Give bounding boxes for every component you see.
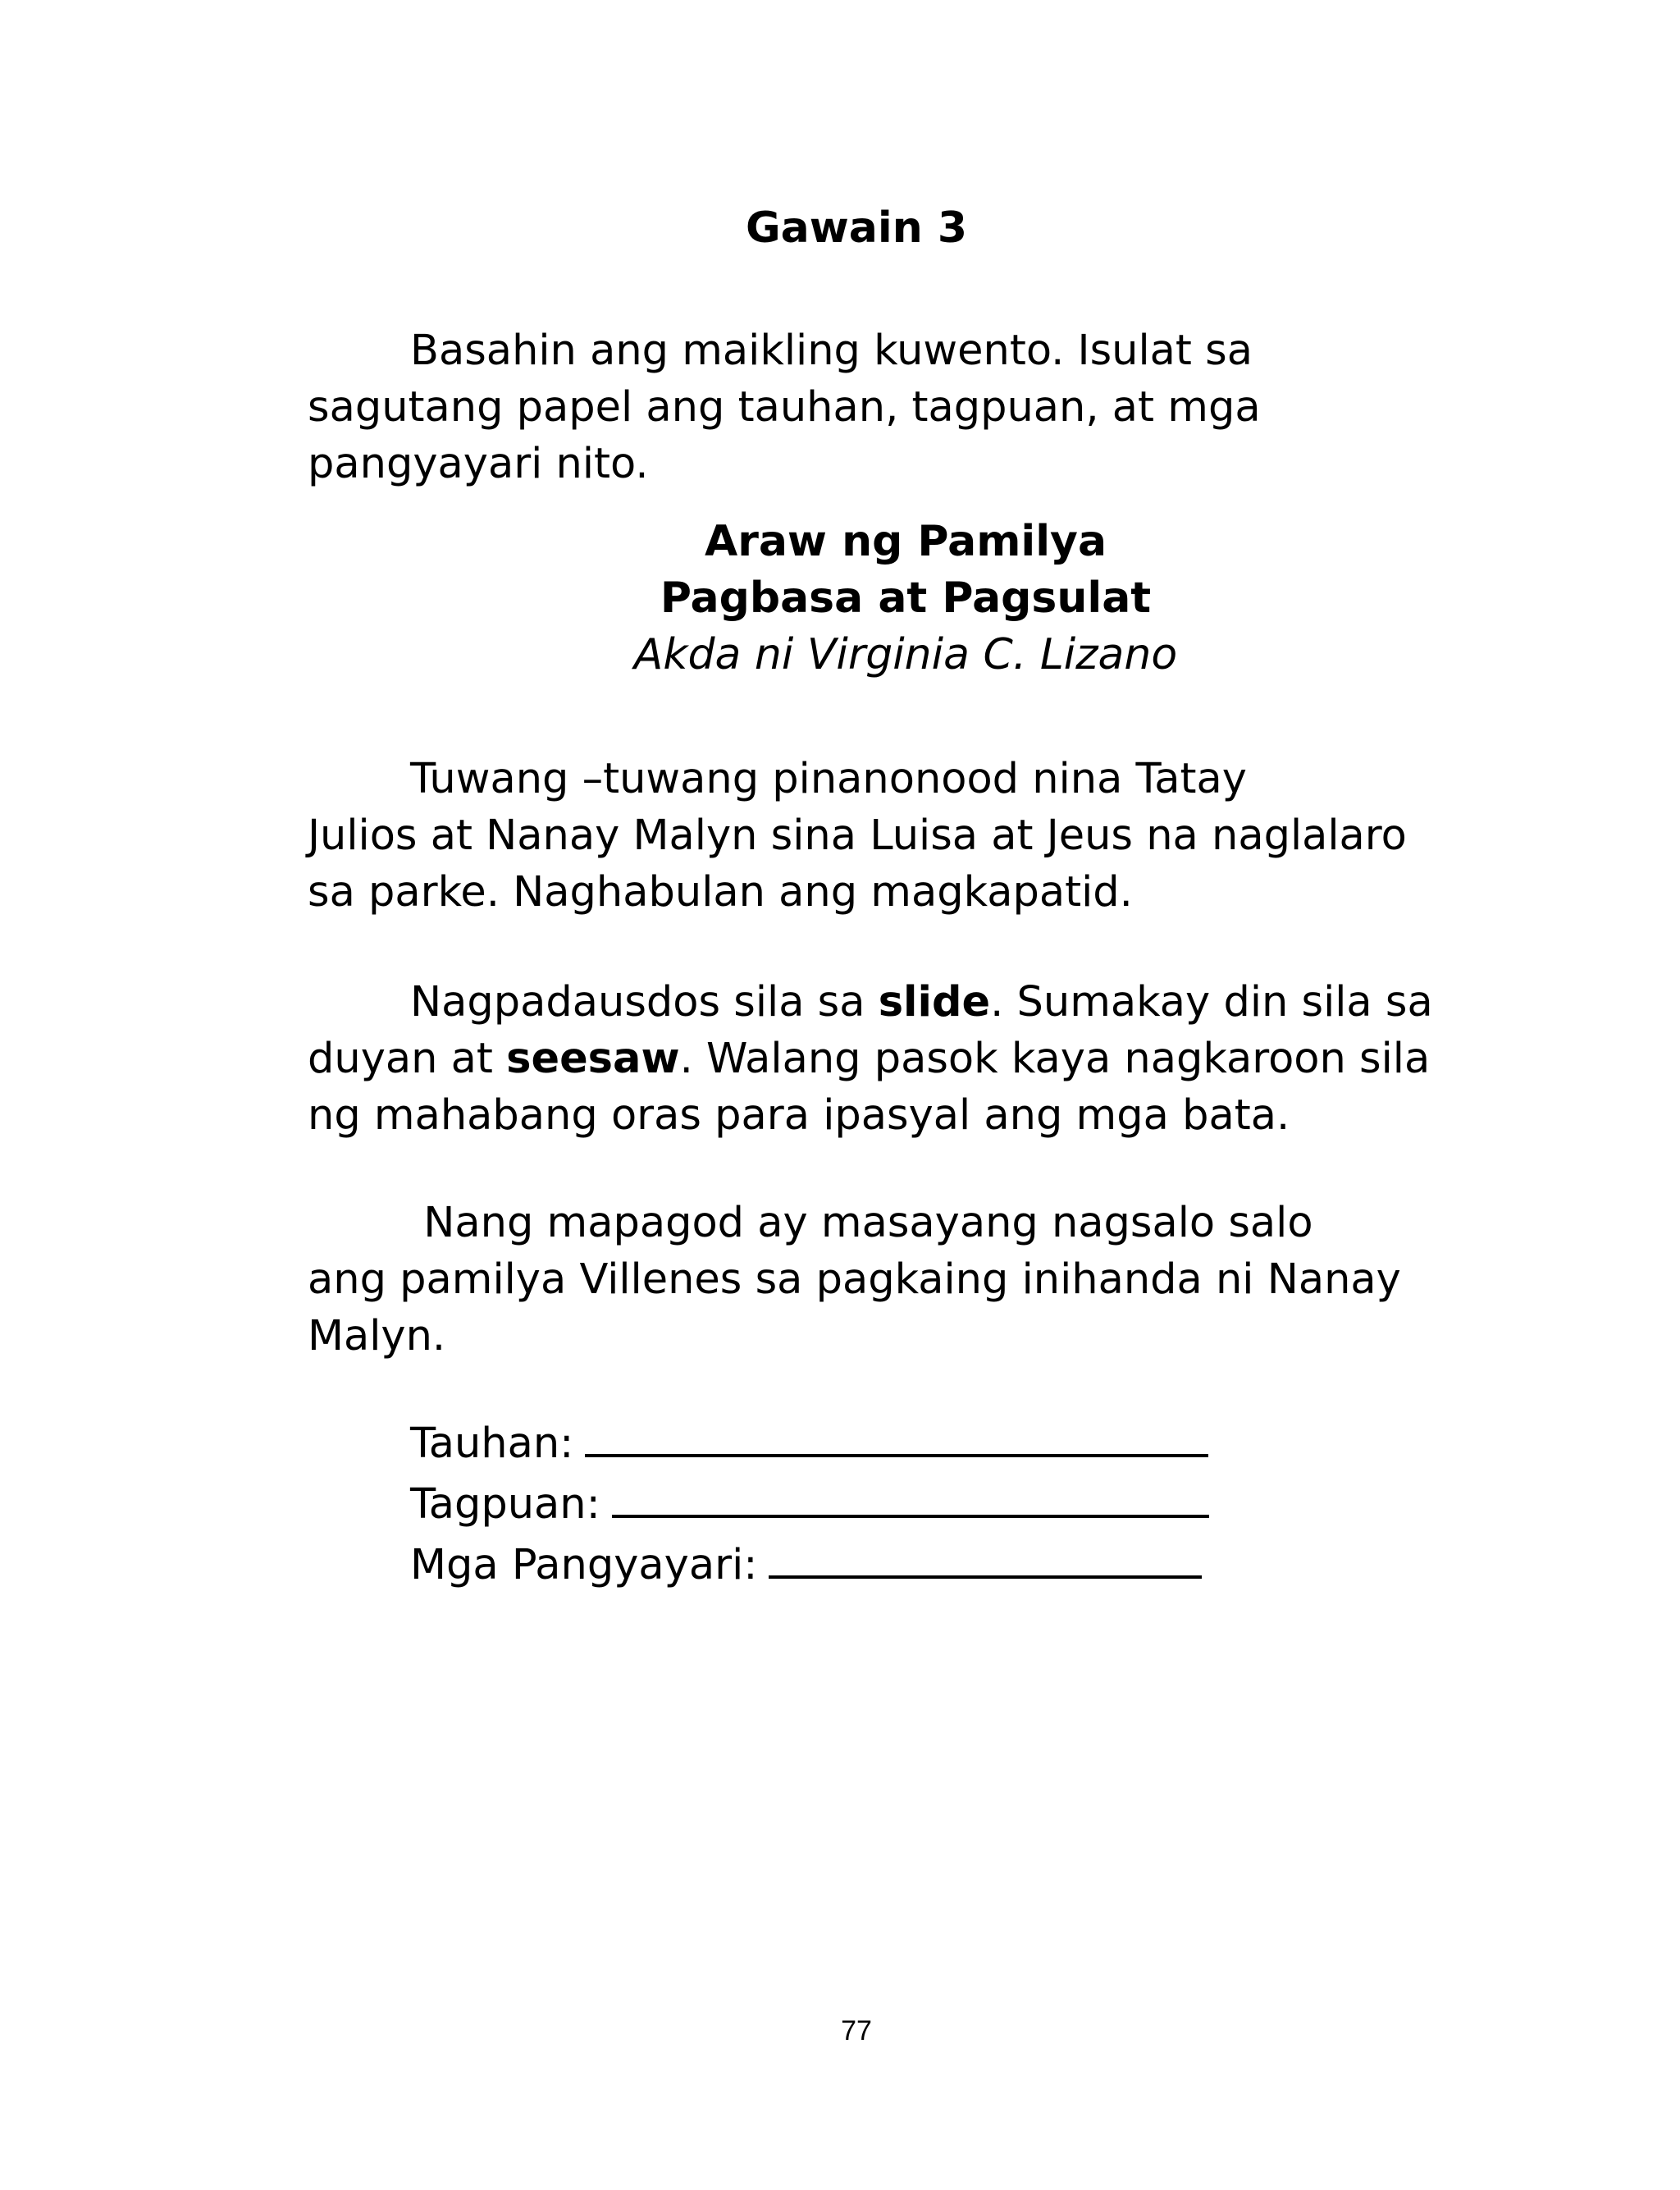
paragraph-3-line-1: Nang mapagod ay masayang nagsalo salo [410, 1199, 1313, 1247]
paragraph-2-line-3: ng mahabang oras para ipasyal ang mga bata. [308, 1091, 1290, 1140]
paragraph-1-line-2: Julios at Nanay Malyn sina Luisa at Jeus na naglalaro [308, 812, 1407, 860]
paragraph-3-line-2: ang pamilya Villenes sa pagkaing inihanda ni Nanay [308, 1255, 1401, 1304]
tagpuan-blank[interactable] [612, 1472, 1209, 1518]
paragraph-1-line-3: sa parke. Naghabulan ang magkapatid. [308, 868, 1133, 917]
answer-section [410, 1411, 1209, 1593]
paragraph-2-line-2-pre: duyan at [308, 1035, 507, 1083]
paragraph-2-line-1-post: . Sumakay din sila sa [990, 978, 1433, 1026]
tauhan-row [410, 1411, 1209, 1472]
paragraph-2-line-2-post: . Walang pasok kaya nagkaroon sila [679, 1035, 1431, 1083]
page-number: 77 [841, 2015, 872, 2046]
paragraph-1-line-1: Tuwang –tuwang pinanonood nina Tatay [410, 755, 1247, 803]
instructions-line-2: sagutang papel ang tauhan, tagpuan, at mga [308, 383, 1261, 432]
bold-word-slide: slide [878, 978, 991, 1026]
story-paragraph-2 [308, 974, 1489, 1144]
instructions-line-1: Basahin ang maikling kuwento. Isulat sa [410, 327, 1253, 375]
instructions-line-3: pangyayari nito. [308, 440, 649, 488]
pangyayari-label: Mga Pangyayari: [410, 1541, 758, 1589]
tauhan-blank[interactable] [585, 1411, 1208, 1457]
tagpuan-label: Tagpuan: [410, 1480, 600, 1529]
paragraph-2-line-1-pre: Nagpadausdos sila sa [410, 978, 879, 1026]
pangyayari-blank[interactable] [769, 1533, 1202, 1579]
bold-word-seesaw: seesaw [506, 1035, 680, 1083]
story-title: Araw ng Pamilya [704, 517, 1107, 566]
story-paragraph-3 [308, 1195, 1489, 1365]
tagpuan-row [410, 1472, 1209, 1533]
story-author: Akda ni Virginia C. Lizano [633, 630, 1178, 679]
tauhan-label: Tauhan: [410, 1420, 574, 1468]
story-title-block [0, 514, 1680, 684]
story-paragraph-1 [308, 751, 1489, 921]
story-subtitle: Pagbasa at Pagsulat [660, 574, 1152, 623]
pangyayari-row [410, 1533, 1209, 1593]
instructions-paragraph [308, 322, 1489, 492]
activity-heading: Gawain 3 [745, 203, 968, 253]
paragraph-3-line-3: Malyn. [308, 1312, 446, 1360]
